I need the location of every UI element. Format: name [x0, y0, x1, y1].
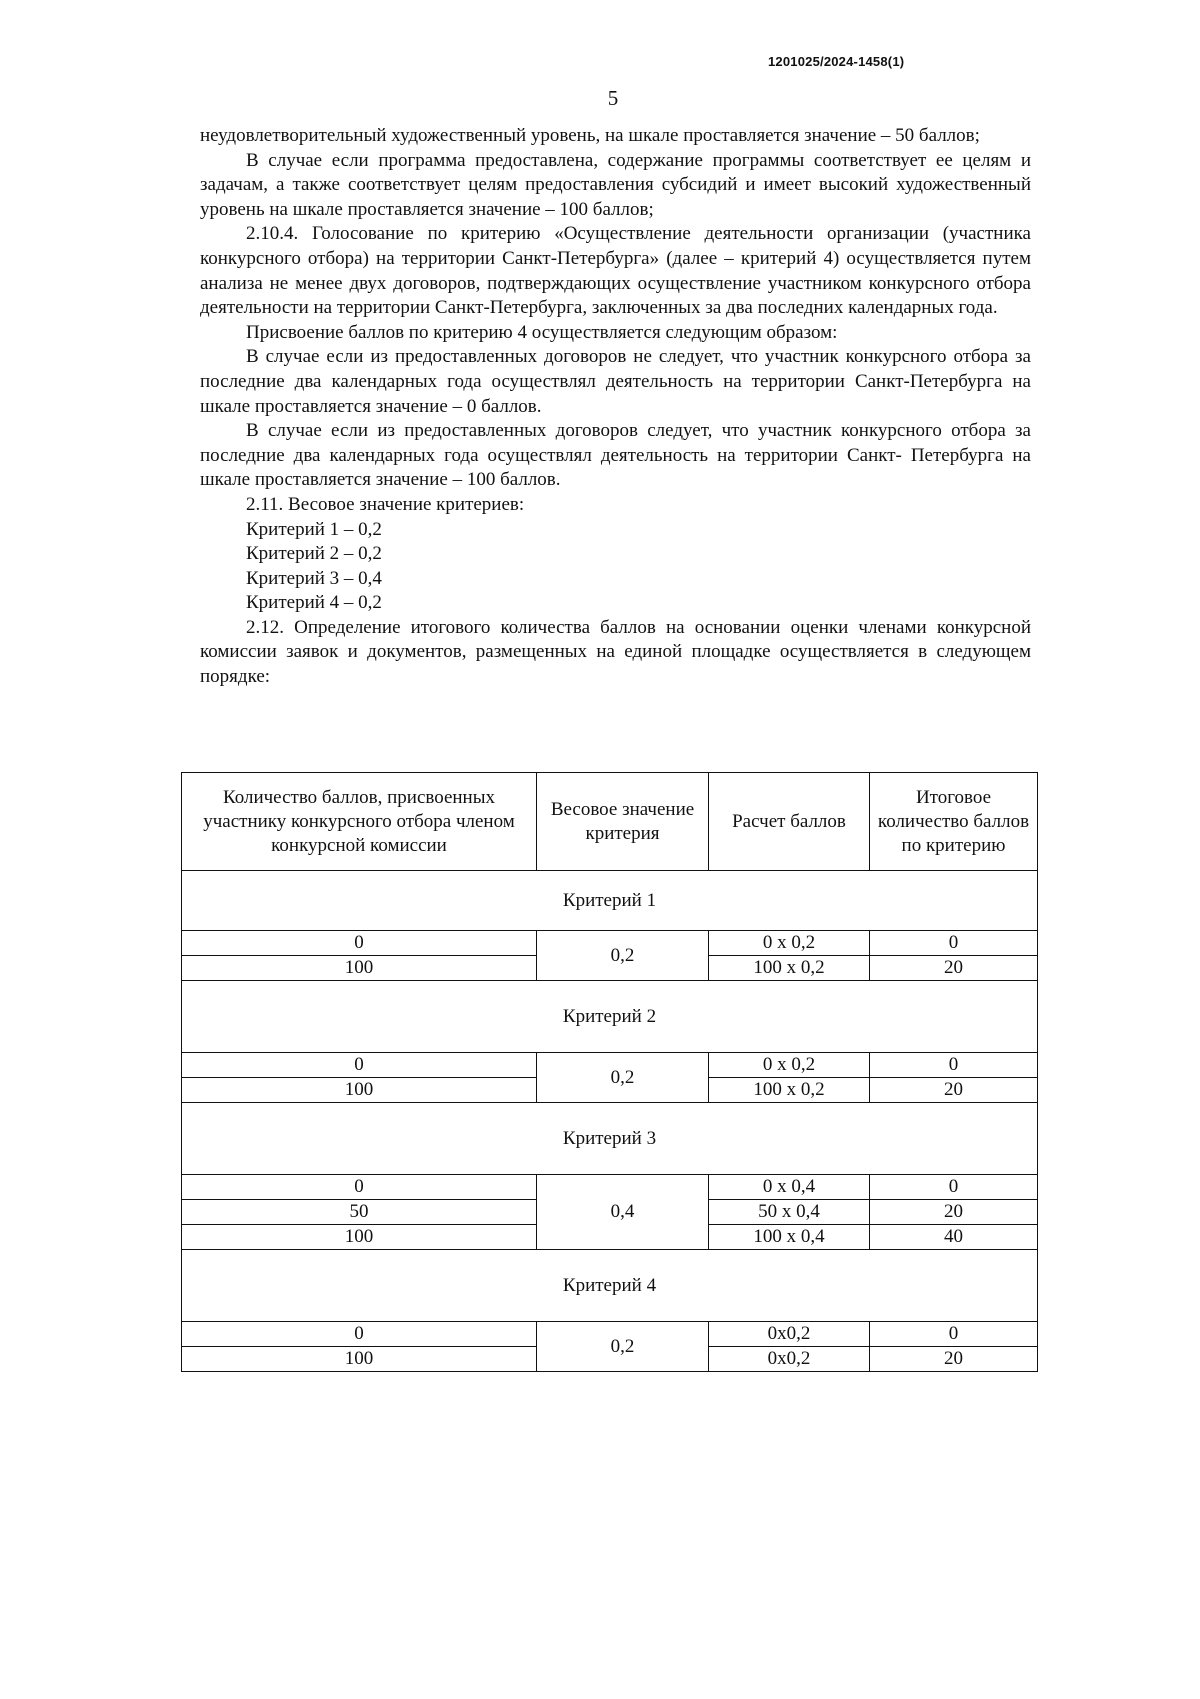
paragraph: Присвоение баллов по критерию 4 осуществляется следующим образом:: [246, 321, 838, 343]
total-cell: 20: [870, 1078, 1038, 1103]
paragraph: неудовлетворительный художественный уровень, на шкале проставляется значение – 50 баллов;: [200, 125, 980, 146]
calc-cell: 0 x 0,4: [709, 1175, 870, 1200]
criterion-title: Критерий 4: [182, 1250, 1038, 1322]
calc-cell: 100 x 0,4: [709, 1225, 870, 1250]
points-cell: 100: [182, 1078, 537, 1103]
criterion-weight-line: Критерий 1 – 0,2: [246, 518, 382, 540]
weight-cell: 0,4: [537, 1175, 709, 1250]
table-row: [182, 931, 1038, 956]
calc-cell: 100 x 0,2: [709, 1078, 870, 1103]
paragraph: В случае если программа предоставлена, содержание программы соответствует ее целям и задачам, а также соответствует целям предоставления субсидий и имеет высокий художественный уровень на шкале проставляется значение – 100 баллов;: [200, 149, 1031, 220]
total-cell: 20: [870, 956, 1038, 981]
criterion-section-row: [182, 1250, 1038, 1322]
total-cell: 0: [870, 1053, 1038, 1078]
points-cell: 100: [182, 1347, 537, 1372]
header-cell-weight: Весовое значение критерия: [537, 773, 709, 871]
total-cell: 0: [870, 1175, 1038, 1200]
calc-cell: 0x0,2: [709, 1322, 870, 1347]
table-row: [182, 1175, 1038, 1200]
points-cell: 50: [182, 1200, 537, 1225]
header-cell-calculation: Расчет баллов: [709, 773, 870, 871]
criterion-weight-line: Критерий 3 – 0,4: [246, 567, 382, 589]
criterion-title: Критерий 2: [182, 981, 1038, 1053]
criterion-section-row: [182, 981, 1038, 1053]
paragraph: 2.11. Весовое значение критериев:: [246, 493, 525, 515]
points-cell: 0: [182, 1053, 537, 1078]
paragraph: 2.10.4. Голосование по критерию «Осуществление деятельности организации (участника конкурсного отбора) на территории Санкт-Петербурга» (далее – критерий 4) осуществляется путем анализа не менее двух договоров, подтверждающих осуществление участником конкурсного отбора деятельности на территории Санкт-Петербурга, заключенных за два последних календарных года.: [200, 223, 1031, 319]
page-number: 5: [607, 86, 619, 110]
body-text: [200, 124, 1031, 690]
total-cell: 40: [870, 1225, 1038, 1250]
header-cell-total: Итоговое количество баллов по критерию: [870, 773, 1038, 871]
points-cell: 0: [182, 931, 537, 956]
calc-cell: 0 x 0,2: [709, 931, 870, 956]
total-cell: 0: [870, 931, 1038, 956]
weight-cell: 0,2: [537, 931, 709, 981]
criterion-title: Критерий 1: [182, 871, 1038, 931]
paragraph: В случае если из предоставленных договоров не следует, что участник конкурсного отбора за последние два календарных года осуществлял деятельность на территории Санкт-Петербурга на шкале проставляется значение – 0 баллов.: [200, 346, 1031, 417]
criterion-title: Критерий 3: [182, 1103, 1038, 1175]
criterion-weight-line: Критерий 4 – 0,2: [246, 592, 382, 614]
document-number: 1201025/2024-1458(1): [768, 54, 905, 69]
table-row: [182, 1053, 1038, 1078]
criterion-section-row: [182, 871, 1038, 931]
points-cell: 100: [182, 1225, 537, 1250]
total-cell: 0: [870, 1322, 1038, 1347]
total-cell: 20: [870, 1200, 1038, 1225]
calc-cell: 0x0,2: [709, 1347, 870, 1372]
calc-cell: 50 x 0,4: [709, 1200, 870, 1225]
calc-cell: 100 x 0,2: [709, 956, 870, 981]
paragraph: В случае если из предоставленных договоров следует, что участник конкурсного отбора за последние два календарных года осуществлял деятельность на территории Санкт- Петербурга на шкале проставляется значение – 100 баллов.: [200, 420, 1031, 491]
weight-cell: 0,2: [537, 1053, 709, 1103]
header-cell-points: Количество баллов, присвоенных участнику конкурсного отбора членом конкурсной комиссии: [182, 773, 537, 871]
table-row: [182, 1322, 1038, 1347]
total-cell: 20: [870, 1347, 1038, 1372]
weight-cell: 0,2: [537, 1322, 709, 1372]
scoring-table: [181, 772, 1038, 1372]
criterion-section-row: [182, 1103, 1038, 1175]
points-cell: 100: [182, 956, 537, 981]
points-cell: 0: [182, 1175, 537, 1200]
calc-cell: 0 x 0,2: [709, 1053, 870, 1078]
paragraph: 2.12. Определение итогового количества баллов на основании оценки членами конкурсной комиссии заявок и документов, размещенных на единой площадке осуществляется в следующем порядке:: [200, 616, 1031, 688]
table-header-row: [182, 773, 1038, 871]
points-cell: 0: [182, 1322, 537, 1347]
criterion-weight-line: Критерий 2 – 0,2: [246, 543, 382, 565]
